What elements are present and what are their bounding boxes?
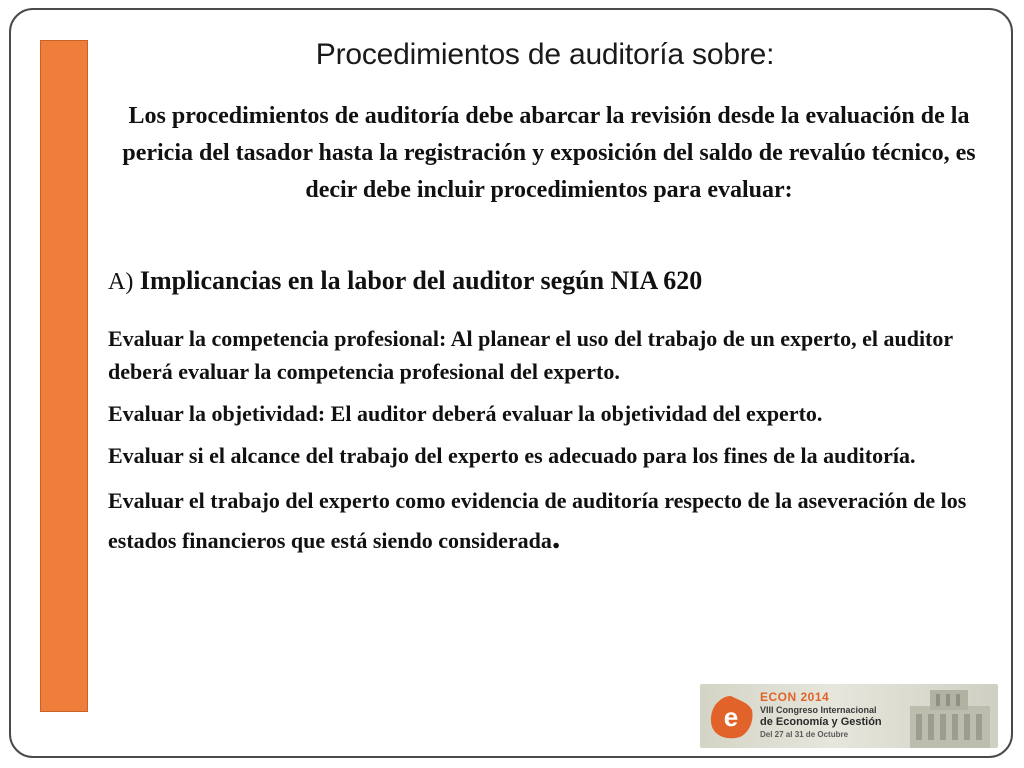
- procedure-item-trabajo: [108, 481, 988, 561]
- logo-theme: de Economía y Gestión: [760, 716, 882, 728]
- econ-2014-logo: [700, 684, 998, 748]
- slide-title: Procedimientos de auditoría sobre:: [315, 38, 775, 71]
- intro-paragraph: Los procedimientos de auditoría debe abarcar la revisión desde la evaluación de la pericia del tasador hasta la registración y exposición del saldo de revalúo técnico, es decir debe incluir procedimientos para evaluar:: [122, 103, 976, 203]
- section-prefix: A): [108, 269, 134, 295]
- orange-accent-bar: [40, 40, 88, 712]
- logo-mark-letter: e: [723, 702, 739, 732]
- logo-dates: Del 27 al 31 de Octubre: [760, 730, 849, 739]
- procedure-item-trabajo-text: Evaluar el trabajo del experto como evidencia de auditoría respecto de la aseveración de los estados financieros que está siendo considerada: [108, 488, 967, 553]
- final-period: .: [551, 519, 561, 556]
- logo-event-name: ECON 2014: [760, 690, 830, 704]
- section-heading-text: Implicancias en la labor del auditor según NIA 620: [139, 266, 703, 295]
- econ-e-logo-icon: [708, 694, 754, 740]
- procedure-list: [108, 322, 988, 570]
- logo-congress: VIII Congreso Internacional: [760, 705, 877, 715]
- procedure-item-alcance: Evaluar si el alcance del trabajo del experto es adecuado para los fines de la auditoría.: [108, 443, 916, 468]
- section-heading: [108, 266, 988, 296]
- procedure-item-competencia: Evaluar la competencia profesional: Al planear el uso del trabajo de un experto, el auditor deberá evaluar la competencia profesional del experto.: [108, 326, 953, 384]
- university-building-icon: [900, 684, 998, 748]
- procedure-item-objetividad: Evaluar la objetividad: El auditor deberá evaluar la objetividad del experto.: [108, 401, 823, 426]
